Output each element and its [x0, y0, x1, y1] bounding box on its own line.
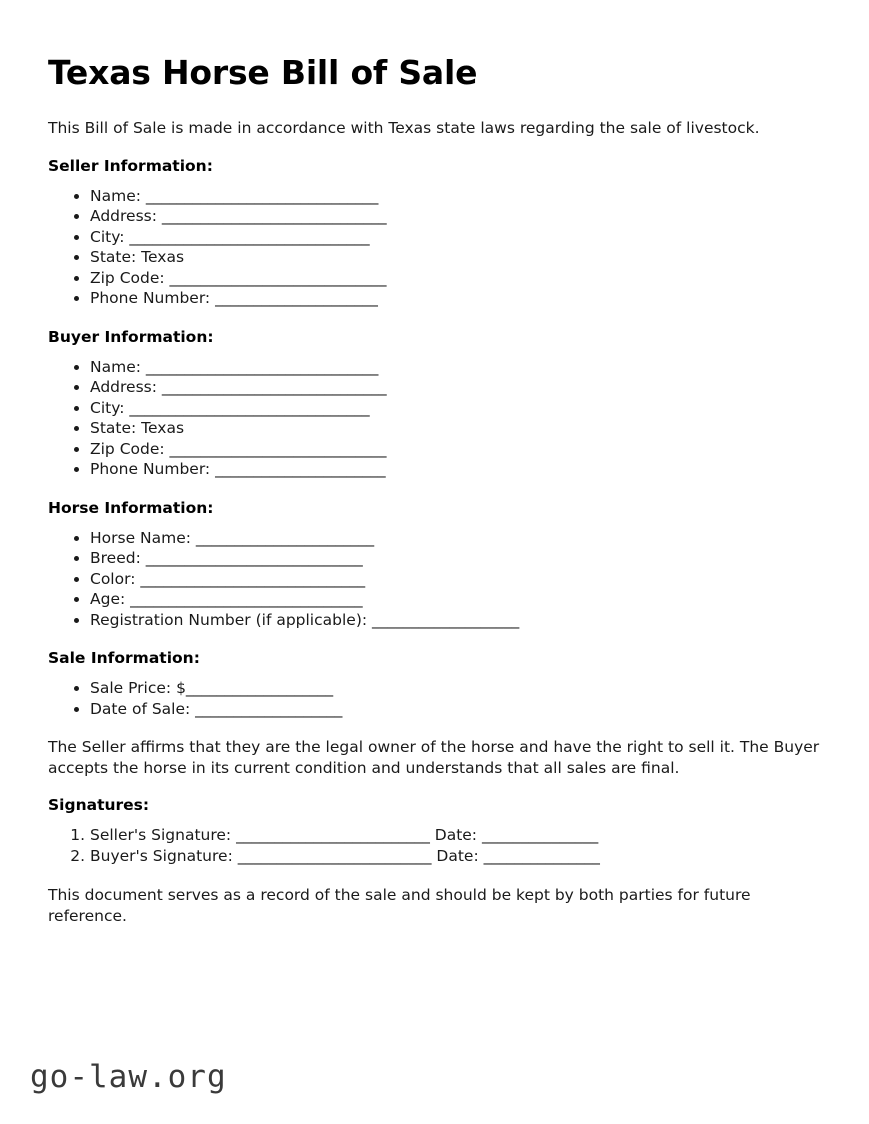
list-item: 2. Buyer's Signature: _________________________ Date: _______________ [90, 846, 823, 867]
buyer-information-heading: Buyer Information: [48, 327, 214, 346]
sale-field-list [48, 678, 823, 719]
signature-list [48, 825, 823, 867]
seller-information-heading: Seller Information: [48, 156, 213, 175]
list-item: • Name: ______________________________ [90, 357, 823, 378]
list-item: • Sale Price: $___________________ [90, 678, 823, 699]
intro-paragraph: This Bill of Sale is made in accordance with Texas state laws regarding the sale of livestock. [48, 119, 760, 137]
signatures-heading: Signatures: [48, 796, 150, 814]
seller-field-list [48, 186, 823, 309]
list-item: • Phone Number: _____________________ [90, 288, 823, 309]
list-item: • State: Texas [90, 418, 823, 439]
closing-paragraph: This document serves as a record of the sale and should be kept by both parties for future reference. [48, 886, 751, 925]
list-item: • City: _______________________________ [90, 398, 823, 419]
list-item: • State: Texas [90, 247, 823, 268]
list-item: • City: _______________________________ [90, 227, 823, 248]
list-item: • Phone Number: ______________________ [90, 459, 823, 480]
document-body [48, 52, 823, 943]
page-title: Texas Horse Bill of Sale [48, 53, 478, 92]
list-item: • Color: _____________________________ [90, 569, 823, 590]
horse-field-list [48, 528, 823, 631]
list-item: • Zip Code: ____________________________ [90, 439, 823, 460]
sale-information-heading: Sale Information: [48, 649, 200, 667]
affirmation-paragraph: The Seller affirms that they are the legal owner of the horse and have the right to sell it. The Buyer accepts the horse in its current condition and understands that all sales are final. [48, 738, 820, 777]
list-item: • Address: _____________________________ [90, 377, 823, 398]
buyer-field-list [48, 357, 823, 480]
list-item: • Breed: ____________________________ [90, 548, 823, 569]
site-brand-footer: go-law.org [30, 1059, 227, 1095]
list-item: • Zip Code: ____________________________ [90, 268, 823, 289]
list-item: 1. Seller's Signature: _________________________ Date: _______________ [90, 825, 823, 846]
horse-information-heading: Horse Information: [48, 498, 214, 517]
list-item: • Age: ______________________________ [90, 589, 823, 610]
list-item: • Registration Number (if applicable): ___________________ [90, 610, 823, 631]
list-item: • Name: ______________________________ [90, 186, 823, 207]
list-item: • Address: _____________________________ [90, 206, 823, 227]
list-item: • Date of Sale: ___________________ [90, 699, 823, 720]
list-item: • Horse Name: _______________________ [90, 528, 823, 549]
